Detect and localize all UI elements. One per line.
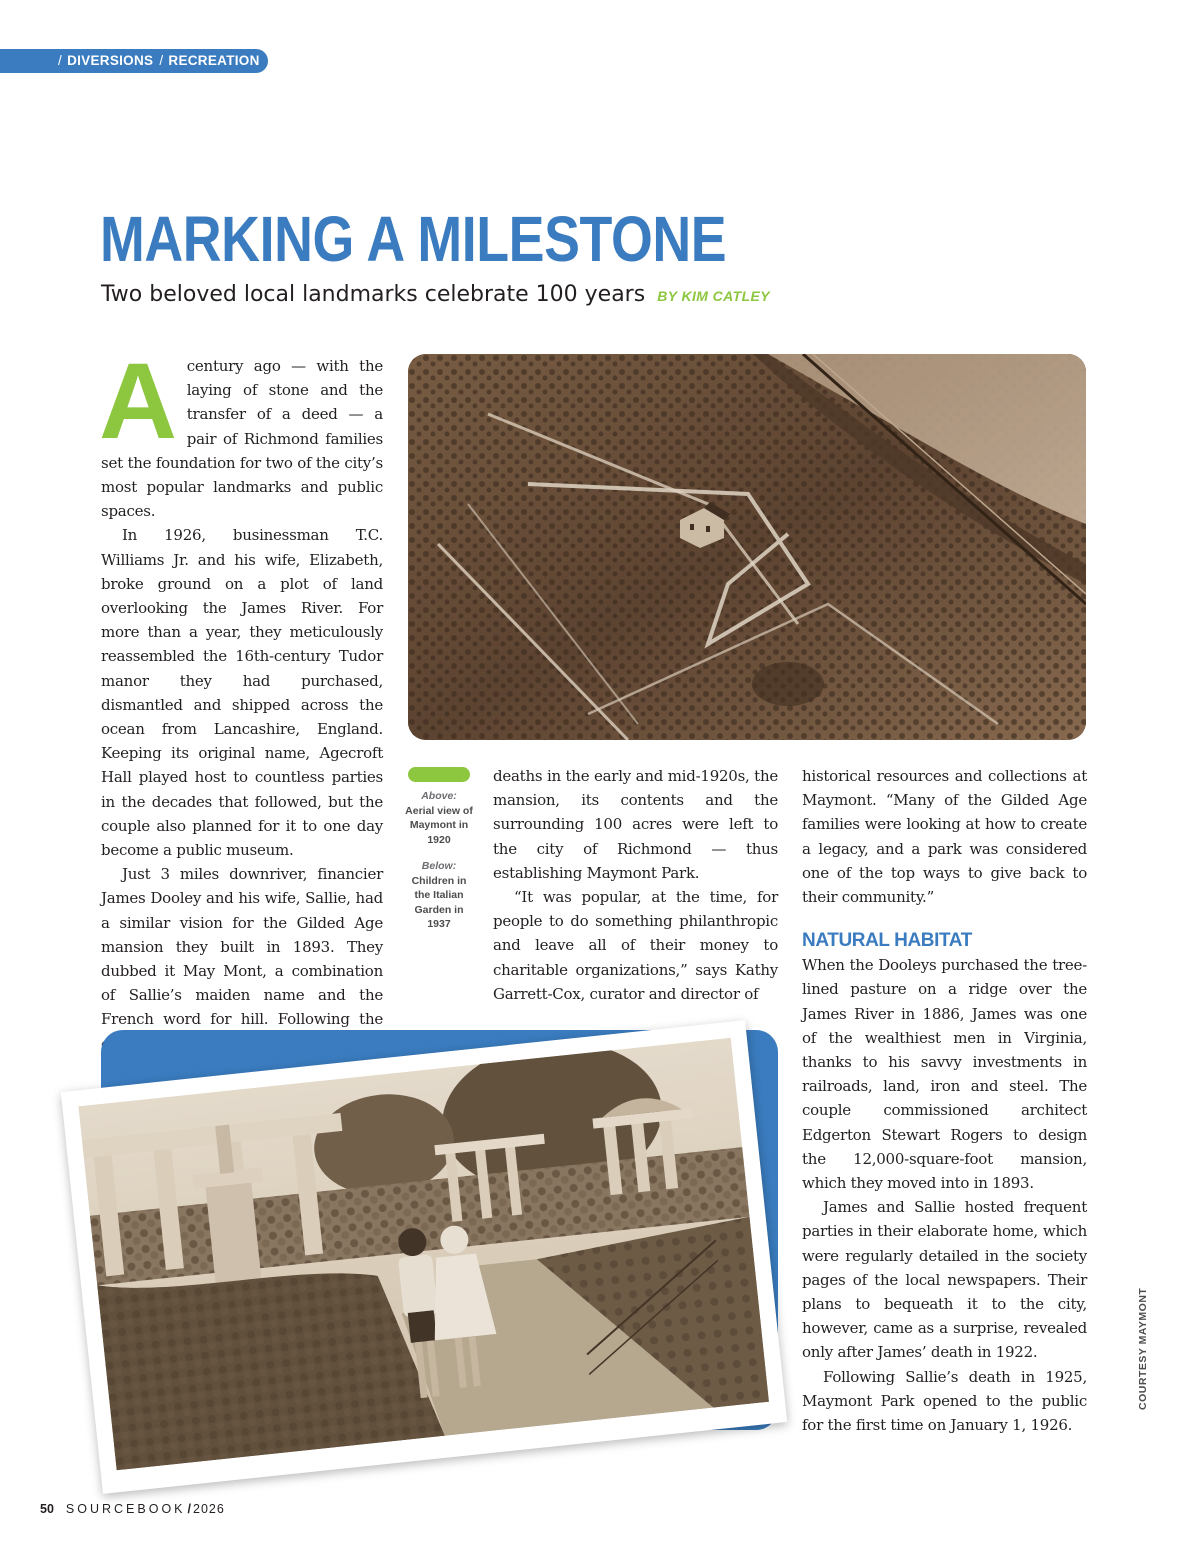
article-column-1 (99, 340, 383, 1056)
paragraph: When the Dooleys purchased the tree-lined pasture on a ridge over the James River in 1886, James was one of the wealthiest men in Virginia, thanks to his savvy investments in railroads, land, iron and steel. The couple commissioned architect Edgerton Stewart Rogers to design the 12,000-square-foot mansion, which they moved into in 1893. (802, 956, 1087, 1193)
intro-text: century ago — with the laying of stone and the transfer of a deed — a pair of Richmond families set the foundation for two of the city’s most popular landmarks and public spaces. (101, 357, 383, 521)
garden-photo (61, 1020, 787, 1494)
garden-photo-illustration (78, 1038, 769, 1471)
drop-cap: A (99, 340, 177, 461)
aerial-photo (408, 354, 1086, 740)
paragraph: James and Sallie hosted frequent parties in their elaborate home, which were regularly detailed in the society pages of the local newspapers. Their plans to bequeath it to the city, however, came as a surprise, revealed only after James’ death in 1922. (802, 1198, 1087, 1362)
byline: BY KIM CATLEY (657, 288, 771, 304)
photo-caption (404, 789, 474, 932)
photo-credit: COURTESY MAYMONT (1137, 1287, 1149, 1410)
paragraph: deaths in the early and mid-1920s, the mansion, its contents and the surrounding 100 acres were left to the city of Richmond — thus establishing Maymont Park. (493, 767, 778, 882)
caption-above-text: Aerial view of Maymont in 1920 (405, 804, 473, 846)
paragraph-intro (99, 340, 383, 523)
section-separator-2: / (159, 53, 164, 68)
paragraph: historical resources and collections at Maymont. “Many of the Gilded Age families were looking at how to create a legacy, and a park was considered one of the top ways to give back to their community.” (802, 767, 1087, 907)
caption-below-text: Children in the Italian Garden in 1937 (411, 874, 467, 930)
caption-accent-bar (408, 767, 470, 782)
article-headline: MARKING A MILESTONE (100, 203, 727, 275)
footer-separator: / (187, 1502, 191, 1516)
publication-name: SOURCEBOOK (65, 1502, 186, 1516)
page-number: 50 (40, 1502, 54, 1516)
dek-text: Two beloved local landmarks celebrate 100 years (101, 282, 646, 307)
paragraph: Just 3 miles downriver, financier James Dooley and his wife, Sallie, had a similar vision for the Gilded Age mansion they built in 1893. They dubbed it May Mont, a combination of Sallie’s maiden name and the French word for hill. Following the (101, 865, 383, 1029)
article-dek (101, 282, 770, 307)
section-separator: / (58, 53, 63, 68)
caption-below-label: Below: (421, 860, 457, 872)
publication-year: 2026 (193, 1502, 225, 1516)
article-column-3 (802, 764, 1087, 1437)
section-category[interactable]: DIVERSIONS (67, 53, 154, 68)
aerial-photo-illustration (408, 354, 1086, 740)
paragraph: Following Sallie’s death in 1925, Maymont Park opened to the public for the first time on January 1, 1926. (802, 1367, 1087, 1435)
paragraph: In 1926, businessman T.C. Williams Jr. and his wife, Elizabeth, broke ground on a plot of land overlooking the James River. For more than a year, they meticulously reassembled the 16th-century Tudor manor they had purchased, dismantled and shipped across the ocean from Lancashire, England. Keeping its original name, Agecroft Hall played host to countless parties in the decades that followed, but the couple also planned for it to one day become a public museum. (101, 526, 383, 860)
section-tab[interactable] (0, 49, 268, 73)
subhead: NATURAL HABITAT (802, 930, 972, 952)
paragraph: “It was popular, at the time, for people to do something philanthropic and leave all of their money to charitable organizations,” says Kathy Garrett-Cox, curator and director of (493, 888, 778, 1003)
article-column-2 (493, 764, 778, 1006)
page-footer (40, 1502, 225, 1516)
caption-above-label: Above: (421, 790, 457, 802)
section-subcategory[interactable]: RECREATION (168, 53, 260, 68)
